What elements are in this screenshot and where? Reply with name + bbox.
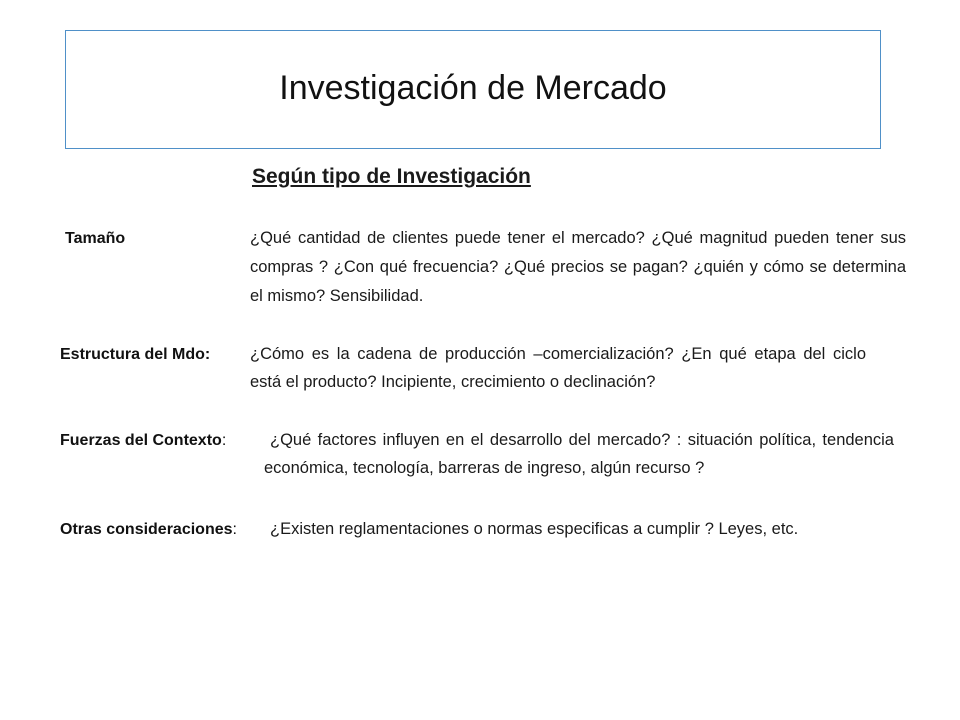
section-text-fuerzas: ¿Qué factores influyen en el desarrollo del mercado? : situación política, tendencia económica, tecnología, barreras de ingreso, algún recurso ? (264, 431, 894, 477)
section-text-tamano: ¿Qué cantidad de clientes puede tener el mercado? ¿Qué magnitud pueden tener sus compras ? ¿Con qué frecuencia? ¿Qué precios se pagan? ¿quién y cómo se determina el mismo? Sensibilidad. (250, 229, 906, 305)
slide-title: Investigación de Mercado (279, 69, 667, 107)
slide-subtitle: Según tipo de Investigación (252, 165, 531, 188)
section-text-otras: ¿Existen reglamentaciones o normas especificas a cumplir ? Leyes, etc. (270, 520, 799, 538)
section-label-estructura: Estructura del Mdo: (60, 346, 211, 363)
section-label-otras-colon: : (232, 521, 237, 538)
section-label-fuerzas-colon: : (221, 432, 227, 449)
section-label-fuerzas-text: Fuerzas del Contexto (60, 432, 222, 449)
section-label-otras-text: Otras consideraciones (60, 521, 233, 538)
section-label-otras (60, 521, 237, 539)
section-text-estructura: ¿Cómo es la cadena de producción –comercialización? ¿En qué etapa del ciclo está el producto? Incipiente, crecimiento o declinación? (250, 345, 866, 391)
section-label-tamano: Tamaño (65, 230, 126, 247)
section-label-fuerzas (60, 432, 226, 450)
title-box (65, 30, 881, 149)
